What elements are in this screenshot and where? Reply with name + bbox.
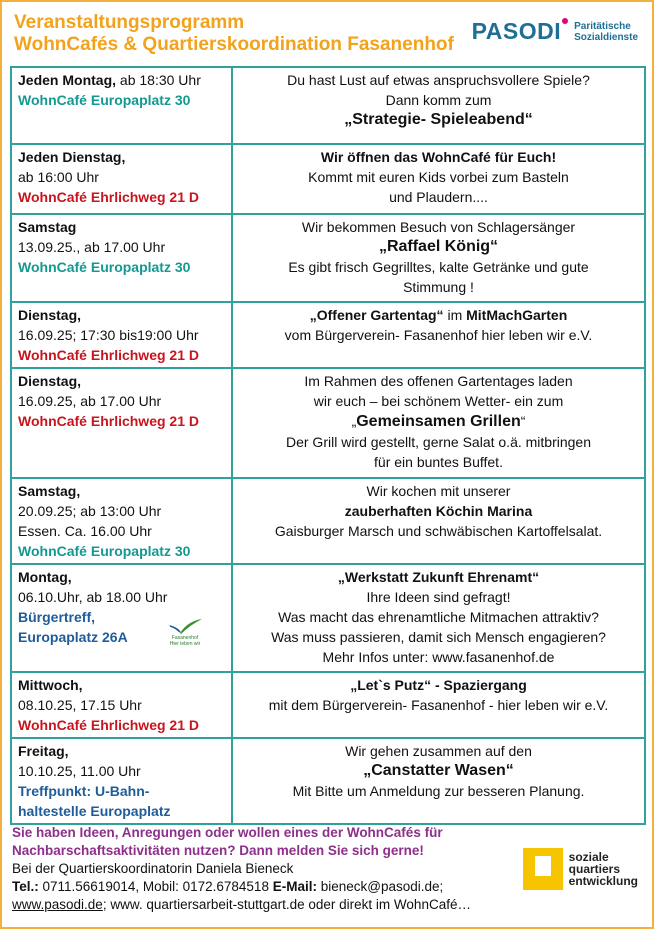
event-text: Der Grill wird gestellt, gerne Salat o.ä. mitbringen xyxy=(285,434,592,450)
event-text: im xyxy=(443,307,467,323)
event-row xyxy=(11,738,645,824)
logo-text-2: quartiers xyxy=(568,862,621,876)
event-title: „Strategie- Spieleabend“ xyxy=(344,111,533,128)
event-text: Mehr Infos unter: www.fasanenhof.de xyxy=(322,649,555,665)
logo-sub-2: Sozialdienste xyxy=(574,31,638,43)
event-row xyxy=(11,672,645,738)
event-time: 10.10.25, 11.00 Uhr xyxy=(18,763,141,779)
event-place: Europaplatz 26A xyxy=(18,629,128,645)
title-line-2: WohnCafés & Quartierskoordination Fasanenhof xyxy=(14,34,454,55)
event-row xyxy=(11,478,645,564)
mini-logo-text-2: Hier leben wir xyxy=(169,641,201,647)
event-text: Es gibt frisch Gegrilltes, kalte Getränke und gute xyxy=(288,259,589,275)
event-text: Was macht das ehrenamtliche Mitmachen attraktiv? xyxy=(278,609,599,625)
event-day: Mittwoch, xyxy=(18,677,83,693)
email-label: E-Mail: xyxy=(272,879,317,894)
event-title: zauberhaften Köchin Marina xyxy=(344,503,533,519)
event-text: wir euch – bei schönem Wetter- ein zum xyxy=(313,393,564,409)
event-day: Jeden Dienstag, xyxy=(18,149,126,165)
event-text: und Plaudern.... xyxy=(389,189,488,205)
event-title: Gemeinsamen Grillen xyxy=(356,413,521,430)
event-place: WohnCafé Ehrlichweg 21 D xyxy=(18,189,199,205)
event-row xyxy=(11,144,645,214)
event-text: Wir kochen mit unserer xyxy=(366,483,511,499)
event-title: „Canstatter Wasen“ xyxy=(363,762,514,779)
pasodi-logo xyxy=(472,18,638,45)
event-title: „Offener Gartentag“ xyxy=(309,307,444,323)
web-rest: ; www. quartiersarbeit-stuttgart.de oder direkt im WohnCafé… xyxy=(102,897,471,912)
logo-sub-1: Paritätische xyxy=(574,20,631,32)
event-time: 06.10.Uhr, ab 18.00 Uhr xyxy=(18,589,168,605)
event-place: Treffpunkt: U-Bahn- xyxy=(18,783,150,799)
event-day: Jeden Montag, xyxy=(18,72,117,88)
fasanenhof-logo xyxy=(161,617,209,647)
logo-dot-icon xyxy=(562,18,568,24)
event-place: WohnCafé Europaplatz 30 xyxy=(18,92,191,108)
pasodi-link[interactable]: www.pasodi.de xyxy=(12,897,103,912)
logo-text-3: entwicklung xyxy=(568,874,638,888)
event-text: Mit Bitte um Anmeldung zur besseren Planung. xyxy=(292,783,585,799)
event-day: Samstag xyxy=(18,219,77,235)
logo-word-a: PASO xyxy=(471,18,538,44)
email-value: bieneck@pasodi.de; xyxy=(316,879,444,894)
event-text: für ein buntes Buffet. xyxy=(374,454,503,470)
logo-word-b: DI xyxy=(537,18,562,44)
event-text: Wir gehen zusammen auf den xyxy=(345,743,532,759)
event-time: 08.10.25, 17.15 Uhr xyxy=(18,697,142,713)
event-text: „ xyxy=(351,413,357,429)
title-line-1: Veranstaltungsprogramm xyxy=(14,12,245,33)
event-text: Kommt mit euren Kids vorbei zum Basteln xyxy=(308,169,569,185)
event-time: Essen. Ca. 16.00 Uhr xyxy=(18,523,152,539)
event-text: Gaisburger Marsch und schwäbischen Kartoffelsalat. xyxy=(274,523,603,539)
quartiersentwicklung-logo xyxy=(523,848,638,890)
event-row xyxy=(11,214,645,302)
event-row xyxy=(11,368,645,478)
event-text: Im Rahmen des offenen Gartentages laden xyxy=(304,373,573,389)
check-swoosh-icon xyxy=(166,617,204,635)
footer-contact: Bei der Quartierskoordinatorin Daniela Bieneck xyxy=(12,861,294,876)
event-row xyxy=(11,67,645,144)
event-row xyxy=(11,302,645,368)
event-time: ab 16:00 Uhr xyxy=(18,169,99,185)
event-day: Dienstag, xyxy=(18,307,82,323)
footer-ideas-1: Sie haben Ideen, Anregungen oder wollen eines der WohnCafés für xyxy=(12,825,443,840)
tel-label: Tel.: xyxy=(12,879,39,894)
event-text: Was muss passieren, damit sich Mensch engagieren? xyxy=(271,629,606,645)
event-title: „Let`s Putz“ - Spaziergang xyxy=(350,677,527,693)
event-place: WohnCafé Ehrlichweg 21 D xyxy=(18,413,199,429)
event-time: 16.09.25, ab 17.00 Uhr xyxy=(18,393,162,409)
event-text: vom Bürgerverein- Fasanenhof hier leben wir e.V. xyxy=(284,327,593,343)
mini-logo-text-1: Fasanenhof xyxy=(171,635,199,641)
event-row xyxy=(11,564,645,672)
event-place: Bürgertreff, xyxy=(18,609,96,625)
event-text: Dann komm zum xyxy=(385,92,492,108)
event-day: Freitag, xyxy=(18,743,69,759)
event-text: Ihre Ideen sind gefragt! xyxy=(366,589,511,605)
event-place: WohnCafé Europaplatz 30 xyxy=(18,259,191,275)
event-day: Samstag, xyxy=(18,483,81,499)
event-time: ab 18:30 Uhr xyxy=(116,72,201,88)
event-place: WohnCafé Ehrlichweg 21 D xyxy=(18,717,199,733)
event-text: Stimmung ! xyxy=(403,279,474,295)
event-text: Du hast Lust auf etwas anspruchsvollere Spiele? xyxy=(287,72,590,88)
event-title: „Raffael König“ xyxy=(378,238,499,255)
header xyxy=(14,12,454,56)
event-text: Wir bekommen Besuch von Schlagersänger xyxy=(301,219,576,235)
event-day: Dienstag, xyxy=(18,373,82,389)
event-time: 16.09.25; 17:30 bis19:00 Uhr xyxy=(18,327,199,343)
event-text: mit dem Bürgerverein- Fasanenhof - hier leben wir e.V. xyxy=(268,697,609,713)
event-time: 13.09.25., ab 17.00 Uhr xyxy=(18,239,166,255)
logo-square-icon xyxy=(523,848,563,890)
event-place: WohnCafé Europaplatz 30 xyxy=(18,543,191,559)
event-title: Wir öffnen das WohnCafé für Euch! xyxy=(320,149,557,165)
event-place: WohnCafé Ehrlichweg 21 D xyxy=(18,347,199,363)
event-text: “ xyxy=(520,413,526,429)
events-table xyxy=(10,66,646,825)
event-title: „Werkstatt Zukunft Ehrenamt“ xyxy=(337,569,540,585)
logo-text-1: soziale xyxy=(568,850,609,864)
tel-value: 0711.56619014, Mobil: 0172.6784518 xyxy=(38,879,273,894)
event-time: 20.09.25; ab 13:00 Uhr xyxy=(18,503,162,519)
event-place: haltestelle Europaplatz xyxy=(18,803,171,819)
event-day: Montag, xyxy=(18,569,72,585)
event-title: MitMachGarten xyxy=(466,307,568,323)
footer-ideas-2: Nachbarschaftsaktivitäten nutzen? Dann melden Sie sich gerne! xyxy=(12,843,424,858)
